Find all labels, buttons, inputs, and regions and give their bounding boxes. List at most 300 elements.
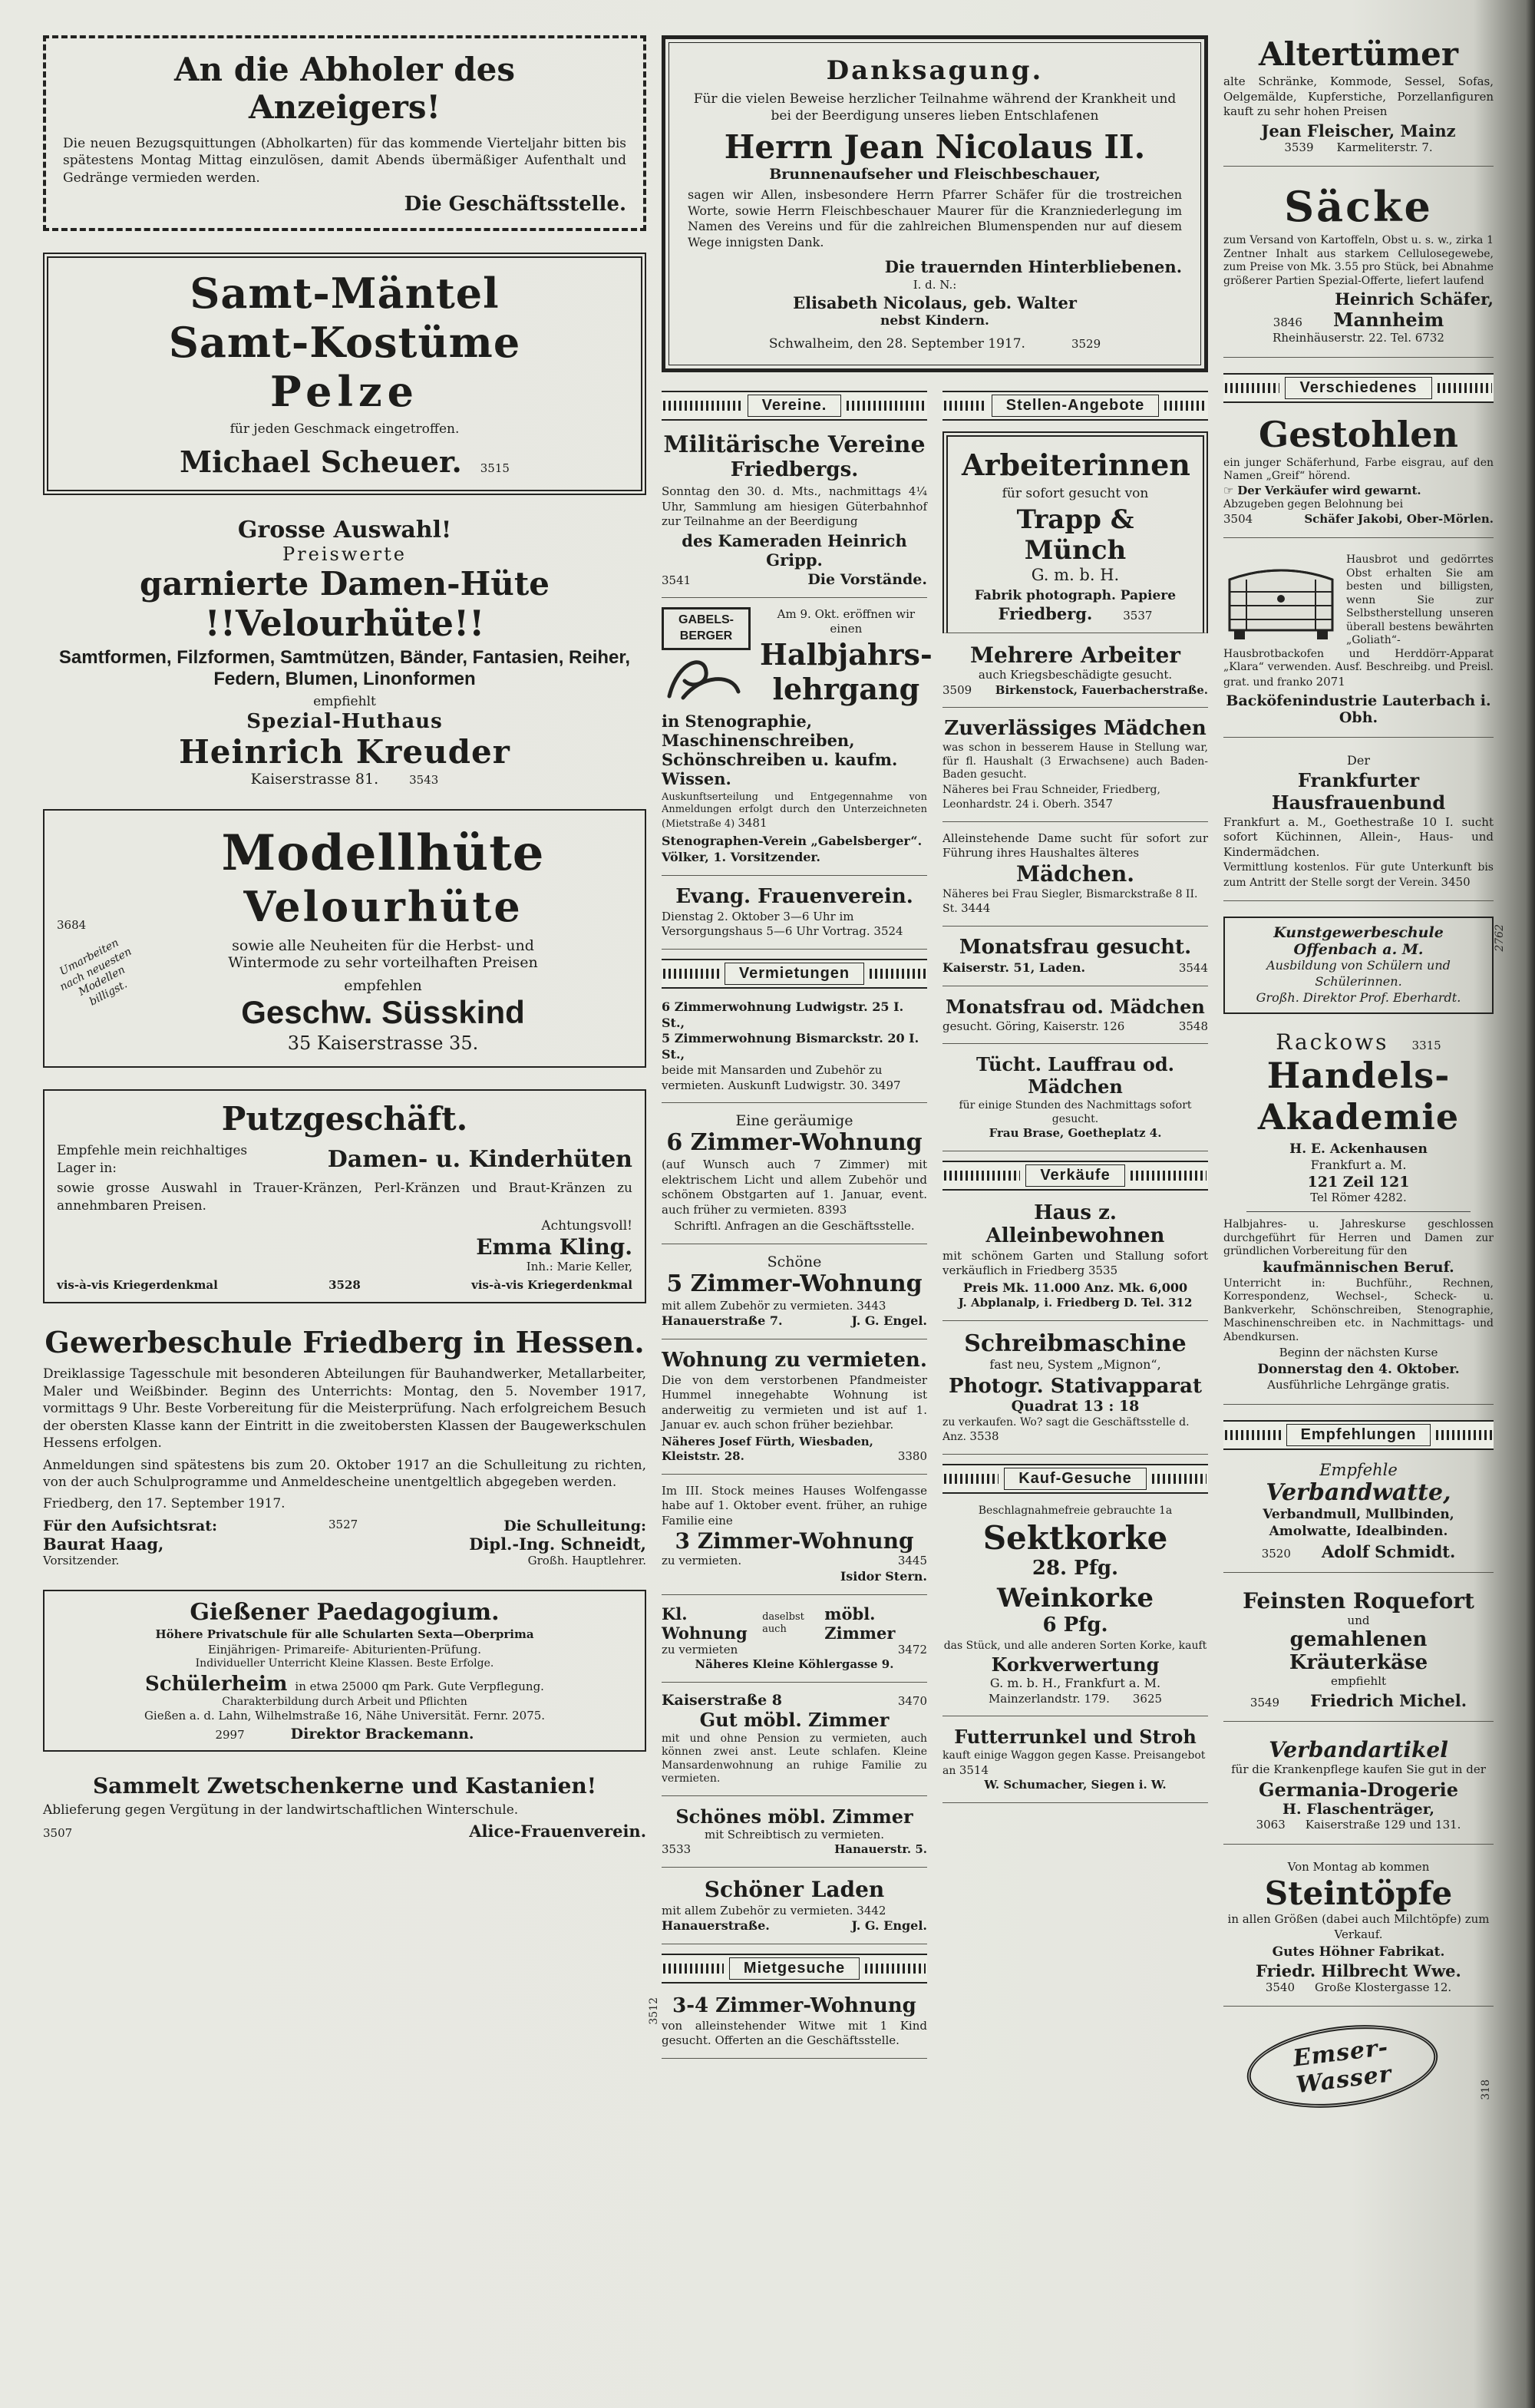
advertiser-name: Adolf Schmidt. xyxy=(1321,1541,1456,1561)
ad-number: 3544 xyxy=(1178,960,1208,975)
right-column xyxy=(1223,35,1506,2393)
header-stripe xyxy=(663,401,742,411)
idn-line: I. d. N.: xyxy=(913,278,957,292)
ad-headline: Tücht. Lauffrau od. Mädchen xyxy=(975,1053,1175,1098)
header-stripe xyxy=(663,969,719,979)
ad-monatsfrau xyxy=(942,936,1208,986)
advertiser-city: Mannheim xyxy=(1332,309,1444,331)
logo-text: BERGER xyxy=(679,629,733,642)
advertiser-name: Alice-Frauenverein. xyxy=(469,1822,646,1842)
ad-intro: Empfehle mein reichhaltiges Lager in: xyxy=(57,1143,248,1176)
ad-body: Vermittlung kostenlos. Für gute Unterkunft bis zum Antritt der Stelle sorgt der Verein. xyxy=(1223,861,1494,889)
ad-line: Großh. Direktor Prof. Eberhardt. xyxy=(1256,989,1461,1005)
gabelsberger-head xyxy=(760,607,933,707)
section-header-verkaeufe xyxy=(942,1161,1208,1191)
ad-footnote: Schriftl. Anfragen an die Geschäftsstelle. xyxy=(674,1219,915,1234)
ad-headline: Schreibmaschine xyxy=(964,1330,1187,1357)
advertiser-address: Karmeliterstr. 7. xyxy=(1336,140,1433,154)
ad-headline: An die Abholer des xyxy=(173,51,516,88)
advertiser-address: Rheinhäuserstr. 22. Tel. 6732 xyxy=(1273,331,1444,345)
ad-number: 3684 xyxy=(57,918,87,933)
ad-line: 5 Zimmerwohnung Bismarckstr. 20 I. St., xyxy=(662,1031,919,1062)
ad-number: 3515 xyxy=(480,461,510,475)
ad-number: 3535 xyxy=(1088,1263,1118,1278)
ad-line: Quadrat 13 : 18 xyxy=(1011,1397,1140,1415)
ad-headline: Danksagung. xyxy=(826,55,1044,86)
ad-body: sowie grosse Auswahl in Trauer-Kränzen, Perl-Kränzen und Braut-Kränzen zu annehmbaren Preisen. xyxy=(57,1181,632,1214)
ad-list: Samtformen, Filzformen, Samtmützen, Bänder, Fantasien, Reiher, Federn, Blumen, Linonformen xyxy=(58,646,631,689)
ad-gabelsberger-lehrgang xyxy=(662,606,933,876)
ad-headline: Velourhüte xyxy=(243,882,523,932)
ad-mehrere-arbeiter xyxy=(942,642,1208,708)
ad-number-vertical: 318 xyxy=(1480,2079,1492,2101)
ad-6-zimmer-wohnung xyxy=(662,1112,927,1244)
ad-body: Die neuen Bezugsquittungen (Abholkarten) für das kommende Vierteljahr bitten bis spätestens Montag Mittag einzulösen, damit Abends übermäßiger Aufenthalt und Gedränge vermieden werden. xyxy=(63,136,626,186)
advertiser-name: Isidor Stern. xyxy=(840,1568,927,1584)
header-stripe xyxy=(1131,1171,1207,1181)
ad-schreibmaschine xyxy=(942,1330,1208,1455)
section-label: Kauf-Gesuche xyxy=(1004,1468,1147,1490)
emser-wasser-logo xyxy=(1243,2015,1443,2118)
ad-zwetschenkerne xyxy=(43,1773,646,1841)
ad-headline: Photogr. Stativapparat xyxy=(949,1374,1202,1398)
ad-body: auch Kriegsbeschädigte gesucht. xyxy=(978,668,1173,682)
section-header-mietgesuche xyxy=(662,1954,927,1984)
header-stripe xyxy=(847,401,926,411)
ad-number: 3472 xyxy=(897,1642,927,1657)
ad-body: das Stück, und alle anderen Sorten Korke, kauft xyxy=(943,1640,1207,1653)
signature-block-right xyxy=(469,1518,646,1569)
advertiser-name: Schäfer Jakobi, Ober-Mörlen. xyxy=(1304,511,1494,526)
ad-number: 3442 xyxy=(857,1903,886,1917)
ad-number: 3520 xyxy=(1261,1546,1291,1561)
ad-headline: Sektkorke xyxy=(982,1519,1168,1557)
advertiser-address: Kaiserstr. 51, Laden. xyxy=(942,960,1086,975)
ad-footnote: Näheres bei Frau Schneider, Friedberg, Leonhardstr. 24 i. Oberh. xyxy=(942,783,1160,811)
advertiser-name-2: G. m. b. H., Frankfurt a. M. xyxy=(989,1675,1161,1690)
ad-line: Individueller Unterricht Kleine Klassen. Beste Erfolge. xyxy=(195,1657,494,1670)
ad-subheadline: des Kameraden Heinrich Gripp. xyxy=(682,530,907,570)
advertiser-address: Große Klostergasse 12. xyxy=(1315,1980,1452,1994)
advertiser-name: Germania-Drogerie xyxy=(1259,1779,1458,1802)
advertiser-name: Friedrich Michel. xyxy=(1310,1690,1467,1710)
signature-block-left xyxy=(43,1518,217,1569)
ad-subjects: in Stenographie, Maschinenschreiben, Schönschreiben u. kaufm. Wissen. xyxy=(662,711,898,788)
ad-line: H. E. Ackenhausen xyxy=(1289,1141,1428,1157)
children-line: nebst Kindern. xyxy=(880,312,989,329)
ad-line: Frankfurt a. M. xyxy=(1310,1158,1407,1173)
ad-kl-wohnung xyxy=(662,1604,927,1683)
ad-number: 3445 xyxy=(897,1554,927,1568)
ad-line: Fabrik photograph. Papiere xyxy=(974,587,1177,603)
ad-emser-wasser xyxy=(1223,2022,1494,2106)
advertiser-address: 121 Zeil 121 xyxy=(1307,1173,1410,1191)
advertiser-name: Rackows xyxy=(1276,1029,1389,1055)
ad-kunstgewerbeschule xyxy=(1223,917,1506,1013)
ad-headline: Zuverlässiges Mädchen xyxy=(944,717,1207,741)
ad-body: gesucht. Göring, Kaiserstr. 126 xyxy=(942,1019,1125,1033)
advertiser-address: Mainzerlandstr. 179. xyxy=(988,1691,1110,1706)
ad-line: Schülerinnen. xyxy=(1315,974,1402,989)
ad-headline: Militärische Vereine xyxy=(663,431,926,459)
advertiser-name: Geschw. Süsskind xyxy=(241,994,525,1031)
ad-headline: Gut möbl. Zimmer xyxy=(699,1708,890,1731)
ad-body: beide mit Mansarden und Zubehör zu vermieten. Auskunft Ludwigstr. 30. xyxy=(662,1063,883,1092)
ad-gewerbeschule xyxy=(43,1325,646,1568)
ad-subline: sowie alle Neuheiten für die Herbst- und Wintermode zu sehr vorteilhaften Preisen xyxy=(228,937,538,972)
ad-headline: Halbjahrs- xyxy=(760,636,933,672)
ad-headline: Weinkorke xyxy=(996,1583,1154,1614)
ad-number: 3504 xyxy=(1223,511,1253,526)
section-header-empfehlungen xyxy=(1223,1420,1494,1450)
ad-headline: Samt-Mäntel xyxy=(190,269,500,319)
header-stripe xyxy=(944,401,986,411)
ad-body: mit schönem Garten und Stallung sofort verkäuflich in Friedberg xyxy=(942,1248,1208,1278)
ad-number: 3507 xyxy=(43,1826,73,1841)
gabelsberger-monogram xyxy=(662,650,746,707)
ad-footnote: Näheres Kleine Köhlergasse 9. xyxy=(695,1657,894,1672)
warning-line: Der Verkäufer wird gewarnt. xyxy=(1237,483,1421,497)
ad-number: 3524 xyxy=(873,924,903,939)
ad-body: in allen Größen (dabei auch Milchtöpfe) zum Verkauf. xyxy=(1227,1912,1490,1941)
ad-subline: Preiswerte xyxy=(282,543,407,565)
ad-body: alte Schränke, Kommode, Sessel, Sofas, Oelgemälde, Kupferstiche, Porzellanfiguren kauft zu sehr hohen Preisen xyxy=(1223,74,1494,118)
ad-headline: Haus z. Alleinbewohnen xyxy=(985,1201,1165,1247)
ad-number: 3470 xyxy=(897,1693,927,1708)
ad-headline: Frankfurter Hausfrauenbund xyxy=(1271,768,1446,814)
ad-korke xyxy=(942,1505,1208,1716)
advertiser-city: Friedberg. xyxy=(998,604,1093,624)
ad-3-zimmer-wohnung xyxy=(662,1484,927,1595)
ad-body: von alleinstehender Witwe mit 1 Kind gesucht. Offerten an die Geschäftsstelle. xyxy=(662,2018,927,2048)
ad-headline: Modellhüte xyxy=(221,824,545,883)
ad-number: 3450 xyxy=(1441,874,1471,889)
section-label: Vermietungen xyxy=(725,963,864,985)
ad-militaerische-vereine xyxy=(662,431,927,598)
ad-number-vertical: 3512 xyxy=(648,1997,660,2025)
ad-headline: Säcke xyxy=(1284,182,1433,231)
middle-columns xyxy=(648,35,1208,2393)
ad-body: (auf Wunsch auch 7 Zimmer) mit elektrischem Licht und allem Zubehör und schönem Obstgarten auf 1. Januar, event. auch früher zu vermieten. xyxy=(662,1158,927,1217)
ad-number-vertical: 2762 xyxy=(1494,924,1506,952)
ad-heinrich-kreuder xyxy=(43,517,646,788)
ad-lauffrau xyxy=(942,1053,1208,1151)
ad-schoener-laden xyxy=(662,1877,927,1944)
advertiser-address: Hanauerstraße 7. xyxy=(662,1313,783,1329)
vereine-column xyxy=(648,388,933,2068)
advertiser-address: Hanauerstr. 5. xyxy=(834,1842,927,1857)
ad-body: Hausbrot und gedörrtes Obst erhalten Sie am besten und billigsten, wenn Sie zur Selbstherstellung unseren überall bestens bewährten „Goliath“-Hausbrotbackofen und Herddörr-Apparat „Klara“ verwenden. Ausf. Beschreibg. und Preisl. grat. und franko xyxy=(1223,553,1494,689)
ad-line: daselbst auch xyxy=(762,1610,804,1635)
ad-samt-maentel xyxy=(43,253,646,494)
ad-number: 2997 xyxy=(215,1727,245,1742)
ad-number: 3063 xyxy=(1256,1818,1286,1832)
ad-body: zum Versand von Kartoffeln, Obst u. s. w., zirka 1 Zentner Inhalt aus starkem Cellulosegewebe, zum Preise von Mk. 3.55 pro Stück, bei Abnahme größerer Partien Spezial-Offerte, liefert laufend xyxy=(1223,234,1494,287)
ad-headline: 3-4 Zimmer-Wohnung xyxy=(672,1993,916,2017)
ad-body: Alleinstehende Dame sucht für sofort zur Führung ihres Haushaltes älteres xyxy=(942,831,1208,860)
ad-headline: Kl. Wohnung xyxy=(662,1604,748,1643)
advertiser-name: Emma Kling. xyxy=(476,1234,632,1260)
chest-woodcut-image xyxy=(1223,557,1339,642)
ad-number: 2071 xyxy=(1315,674,1345,689)
section-label: Verkäufe xyxy=(1025,1164,1124,1187)
ad-wohnung-ludwigstr xyxy=(662,999,927,1103)
ad-headline: Grosse Auswahl! xyxy=(237,516,452,543)
ad-number: 3497 xyxy=(871,1078,901,1092)
signature-role: Für den Aufsichtsrat: xyxy=(43,1517,218,1534)
ad-body: Verbandmull, Mullbinden, Amolwatte, Idealbinden. xyxy=(1263,1506,1454,1540)
ad-intro: Der xyxy=(1347,753,1370,768)
ad-footnote: Näheres bei Frau Siegler, Bismarckstraße 8 II. St. xyxy=(942,887,1198,916)
danksagung-inner xyxy=(668,42,1201,365)
section-label: Verschiedenes xyxy=(1285,377,1431,399)
header-stripe xyxy=(1152,1474,1207,1484)
ad-body: Die von dem verstorbenen Pfandmeister Hummel innegehabte Wohnung ist anderweitig zu vermieten und ist auf 1. Januar ev. auch schon früher beziehbar. xyxy=(662,1372,927,1432)
ad-headline: lehrgang xyxy=(772,671,920,706)
advertiser-address: 35 Kaiserstrasse 35. xyxy=(287,1032,479,1055)
section-label: Mietgesuche xyxy=(729,1957,860,1980)
ad-geschw-suesskind xyxy=(43,809,646,1068)
ad-gestohlen xyxy=(1223,414,1494,539)
ad-body: Ablieferung gegen Vergütung in der landwirtschaftlichen Winterschule. xyxy=(43,1802,519,1818)
ad-body: für einige Stunden des Nachmittags sofort gesucht. xyxy=(959,1099,1192,1125)
ad-number: 3444 xyxy=(961,901,991,916)
ad-headline: Anzeigers! xyxy=(249,88,441,126)
ad-headline: Arbeiterinnen xyxy=(962,448,1190,483)
ad-word: empfiehlt xyxy=(313,693,376,709)
ad-number: 3533 xyxy=(662,1842,692,1857)
header-stripe xyxy=(663,1964,724,1974)
ad-headline: Altertümer xyxy=(1258,35,1459,73)
ad-intro: Von Montag ab kommen xyxy=(1287,1859,1430,1874)
ad-hausfrauenbund xyxy=(1223,753,1494,901)
price-line: 6 Pfg. xyxy=(1042,1614,1108,1637)
ad-number: 3537 xyxy=(1123,609,1153,623)
ad-footnote: vis-à-vis Kriegerdenkmal xyxy=(57,1277,218,1292)
stellen-column xyxy=(942,388,1208,2068)
ad-headline: Gestohlen xyxy=(1258,413,1458,455)
ad-saecke xyxy=(1223,182,1494,358)
ad-body: Dreiklassige Tagesschule mit besonderen Abteilungen für Bauhandwerker, Metallarbeiter, Maler und Weißbinder. Beginn des Unterrichts: Montag, den 5. November 1917, vormittags 9 Uhr. Beste Vorbereitung für die Meisterprüfung. Nach erfolgreichem Besuch der obersten Klasse kann der Eintritt in die zweitobersten Klassen der Baugewerkschulen Hessens erfolgen. xyxy=(43,1366,646,1452)
ad-roquefort xyxy=(1223,1588,1494,1722)
ad-subline: für jeden Geschmack eingetroffen. xyxy=(229,421,460,438)
advertiser-name-2: H. Flaschenträger, xyxy=(1282,1801,1434,1818)
ad-paedagogium xyxy=(43,1590,646,1752)
ad-headline: Samt-Kostüme xyxy=(168,318,521,368)
header-stripe xyxy=(1436,1430,1492,1440)
signature-title: Großh. Hauptlehrer. xyxy=(527,1553,646,1567)
logo-text: GABELS- xyxy=(678,613,734,626)
header-stripe xyxy=(944,1474,999,1484)
ad-headline: Futterrunkel und Stroh xyxy=(954,1726,1197,1748)
ad-headline: 3 Zimmer-Wohnung xyxy=(675,1528,914,1554)
ad-signature: Die Geschäftsstelle. xyxy=(404,193,626,216)
advertiser-name: J. Abplanalp, i. Friedberg D. Tel. 312 xyxy=(958,1296,1193,1310)
ad-headline: Akademie xyxy=(1257,1095,1460,1138)
ad-body: zu verkaufen. Wo? sagt die Geschäftsstelle d. Anz. xyxy=(942,1415,1190,1444)
ad-body: mit allem Zubehör zu vermieten. xyxy=(662,1903,853,1917)
widow-name: Elisabeth Nicolaus, geb. Walter xyxy=(793,292,1077,312)
ad-headline: Mehrere Arbeiter xyxy=(969,642,1181,669)
ad-intro: Empfehle xyxy=(1319,1460,1398,1479)
ad-line: Gießen a. d. Lahn, Wilhelmstraße 16, Nähe Universität. Fernr. 2075. xyxy=(144,1709,546,1723)
left-column xyxy=(43,35,646,2393)
header-stripe xyxy=(1225,383,1279,393)
header-stripe xyxy=(1225,1430,1281,1440)
section-header-kauf-gesuche xyxy=(942,1464,1208,1494)
ad-number: 3548 xyxy=(1178,1019,1208,1033)
header-stripe xyxy=(1438,383,1492,393)
advertiser-name: Direktor Brackemann. xyxy=(290,1725,474,1742)
section-header-vereine xyxy=(662,391,927,421)
ad-headline: Wohnung zu vermieten. xyxy=(662,1348,927,1372)
advertiser-name: Heinrich Schäfer, xyxy=(1335,289,1494,309)
ad-number: 3315 xyxy=(1411,1038,1441,1052)
deceased-name: Herrn Jean Nicolaus II. xyxy=(724,127,1146,166)
ad-altertuemer xyxy=(1223,35,1494,167)
ad-mietgesuch-witwe xyxy=(648,1993,927,2059)
ad-headline: Verbandartikel xyxy=(1269,1736,1448,1762)
header-stripe xyxy=(870,969,926,979)
signature-name: Dipl.-Ing. Schneidt, xyxy=(469,1534,646,1554)
ad-number: 3540 xyxy=(1265,1980,1296,1994)
advertiser-name: Trapp & Münch xyxy=(1016,504,1134,566)
ad-word: empfehlen xyxy=(344,977,422,995)
ad-body: für die Krankenpflege kaufen Sie gut in der xyxy=(1231,1762,1486,1776)
rotated-note: Umarbeiten nach neuesten Modellen billigst. xyxy=(58,936,134,1009)
ad-goliath-backofen xyxy=(1223,553,1494,738)
ad-number: 3625 xyxy=(1132,1691,1163,1706)
ad-verbandwatte xyxy=(1223,1461,1494,1573)
ad-headline: Schöner Laden xyxy=(704,1876,885,1902)
ad-number: 3547 xyxy=(1083,797,1114,811)
ad-line: Donnerstag den 4. Oktober. xyxy=(1257,1361,1460,1377)
ad-headline: Friedbergs. xyxy=(730,458,859,482)
ad-subline: Inh.: Marie Keller, xyxy=(526,1260,632,1274)
ad-body: Anmeldungen sind spätestens bis zum 20. Oktober 1917 an die Schulleitung zu richten, von der auch Schulprogramme und Anmeldescheine unentgeltlich abgegeben werden. xyxy=(43,1457,646,1490)
ad-rackows-akademie xyxy=(1223,1029,1494,1405)
ad-number: 3527 xyxy=(328,1517,358,1531)
ad-line: Ausbildung von Schülern und xyxy=(1266,958,1451,973)
ad-number: 3549 xyxy=(1249,1695,1280,1709)
ad-haus-alleinbewohnen xyxy=(942,1201,1208,1321)
ad-headline: Monatsfrau gesucht. xyxy=(959,935,1192,959)
ad-schoenes-moebl-zimmer xyxy=(662,1805,927,1868)
advertiser-address: Kaiserstraße 129 und 131. xyxy=(1305,1818,1461,1832)
ad-line: Einjährigen- Primareife- Abiturienten-Prüfung. xyxy=(207,1642,482,1657)
header-stripe xyxy=(865,1964,926,1974)
ad-body: mit Schreibtisch zu vermieten. xyxy=(704,1827,885,1842)
ad-footnote: Frau Brase, Goetheplatz 4. xyxy=(989,1126,1162,1141)
ad-signature: Stenographen-Verein „Gabelsberger“. xyxy=(662,834,923,849)
ad-body: Abzugeben gegen Belohnung bei xyxy=(1223,498,1404,510)
advertiser-address: Kleiststr. 28. xyxy=(662,1449,744,1464)
ad-number: 3481 xyxy=(738,816,768,831)
divider-rule xyxy=(1246,1211,1471,1212)
ad-intro: Schöne xyxy=(767,1253,822,1270)
ad-line: Beginn der nächsten Kurse xyxy=(1279,1346,1438,1360)
ad-number: 3514 xyxy=(959,1762,989,1777)
section-header-stellen-angebote xyxy=(942,391,1208,421)
ad-word: Achtungsvoll! xyxy=(541,1217,632,1234)
signature-role: Die Schulleitung: xyxy=(503,1517,646,1534)
advertiser-name: Backöfenindustrie Lauterbach i. Obh. xyxy=(1226,692,1491,726)
ad-headline: 5 Zimmer-Wohnung xyxy=(666,1270,923,1297)
header-stripe xyxy=(1164,401,1207,411)
ad-putzgeschaeft xyxy=(43,1089,646,1303)
advertiser-name: Friedr. Hilbrecht Wwe. xyxy=(1256,1960,1461,1980)
ad-line: Ausführliche Lehrgänge gratis. xyxy=(1267,1378,1450,1392)
ad-body: Sonntag den 30. d. Mts., nachmittags 4¼ Uhr, Sammlung am hiesigen Güterbahnhof zur Teilnahme an der Beerdigung xyxy=(662,484,927,529)
advertiser-name: W. Schumacher, Siegen i. W. xyxy=(984,1778,1167,1792)
ad-intro: Eine geräumige xyxy=(735,1112,853,1130)
ad-headline: möbl. Zimmer xyxy=(824,1604,896,1643)
ad-signature: Die Vorstände. xyxy=(807,570,927,588)
ad-futterrunkel xyxy=(942,1726,1208,1803)
ad-headline: Gießener Paedagogium. xyxy=(190,1599,500,1627)
ad-line: für sofort gesucht von xyxy=(1002,486,1149,502)
ad-number: 3528 xyxy=(328,1277,361,1292)
ad-headline: Steintöpfe xyxy=(1264,1875,1453,1913)
gabelsberger-logo xyxy=(662,607,751,707)
header-stripe xyxy=(944,1171,1020,1181)
signature-title: Vorsitzender. xyxy=(43,1553,120,1567)
ad-number: 3539 xyxy=(1284,140,1314,154)
ad-number: 8393 xyxy=(817,1202,847,1217)
ad-headline: Pelze xyxy=(269,367,420,417)
ad-body: Dienstag 2. Oktober 3—6 Uhr im Versorgungshaus 5—6 Uhr Vortrag. xyxy=(662,909,870,939)
ad-body: Im III. Stock meines Hauses Wolfengasse habe auf 1. Oktober event. früher, an ruhige Familie eine xyxy=(662,1483,927,1528)
ad-headline: !!Velourhüte!! xyxy=(204,602,485,644)
ad-line: Gutes Höhner Fabrikat. xyxy=(1272,1944,1445,1960)
ad-number: 3541 xyxy=(662,573,692,587)
ad-body: ein junger Schäferhund, Farbe eisgrau, auf den Namen „Greif“ hörend. xyxy=(1223,456,1494,482)
ad-intro: Beschlagnahmefreie gebrauchte 1a xyxy=(978,1504,1173,1517)
ad-number: 3443 xyxy=(857,1298,886,1313)
advertiser-address: Kaiserstrasse 81. xyxy=(250,771,379,788)
ad-body: Auskunftserteilung und Entgegennahme von Anmeldungen erfolgt durch den Unterzeichneten (Mietstraße 4) xyxy=(662,791,927,831)
ad-number: 3543 xyxy=(409,773,439,788)
ad-headline: Evang. Frauenverein. xyxy=(675,884,913,908)
ad-headline: Schönes möbl. Zimmer xyxy=(675,1805,913,1828)
ad-footnote: vis-à-vis Kriegerdenkmal xyxy=(471,1277,632,1292)
ad-5-zimmer-wohnung xyxy=(662,1254,927,1339)
advertiser-name: Heinrich Kreuder xyxy=(179,733,510,771)
ad-word: empfiehlt xyxy=(1330,1674,1387,1689)
ad-line: Tel Römer 4282. xyxy=(1310,1190,1407,1204)
ad-headline: gemahlenen Kräuterkäse xyxy=(1289,1628,1428,1675)
ad-body: mit und ohne Pension zu vermieten, auch können zwei anst. Leute schlafen. Kleine Mansardenwohnung an ruhige Familie zu vermieten. xyxy=(662,1732,927,1785)
ad-headline: garnierte Damen-Hüte xyxy=(140,564,550,603)
ad-word: und xyxy=(1347,1613,1370,1627)
ad-number: 3538 xyxy=(969,1429,999,1444)
section-header-vermietungen xyxy=(662,959,927,989)
ad-signature: Völker, 1. Vorsitzender. xyxy=(662,850,820,865)
ad-body: Unterricht in: Buchführ., Rechnen, Korrespondenz, Wechsel-, Scheck- u. Bankverkehr, Schönschreiben, Stenographie, Maschinenschreiben etc. in Nachmittags- und Abendkursen. xyxy=(1223,1277,1494,1343)
advertiser-name: J. G. Engel. xyxy=(851,1918,927,1934)
logo-text: Emser- xyxy=(1291,2033,1390,2073)
ad-wohnung-hummel xyxy=(662,1349,927,1475)
ad-headline: Sammelt Zwetschenkerne und Kastanien! xyxy=(92,1772,597,1799)
advertiser-name: Michael Scheuer. xyxy=(180,444,462,479)
ad-steintoepfe xyxy=(1223,1860,1494,2007)
ad-number: 3380 xyxy=(897,1449,927,1464)
pointing-hand-icon: ☞ xyxy=(1223,484,1234,497)
ad-headline: Putzgeschäft. xyxy=(221,1100,468,1138)
ad-body: kauft einige Waggon gegen Kasse. Preisangebot an xyxy=(942,1749,1206,1777)
section-label: Stellen-Angebote xyxy=(992,395,1159,417)
mourners-line: Die trauernden Hinterbliebenen. xyxy=(884,257,1182,277)
